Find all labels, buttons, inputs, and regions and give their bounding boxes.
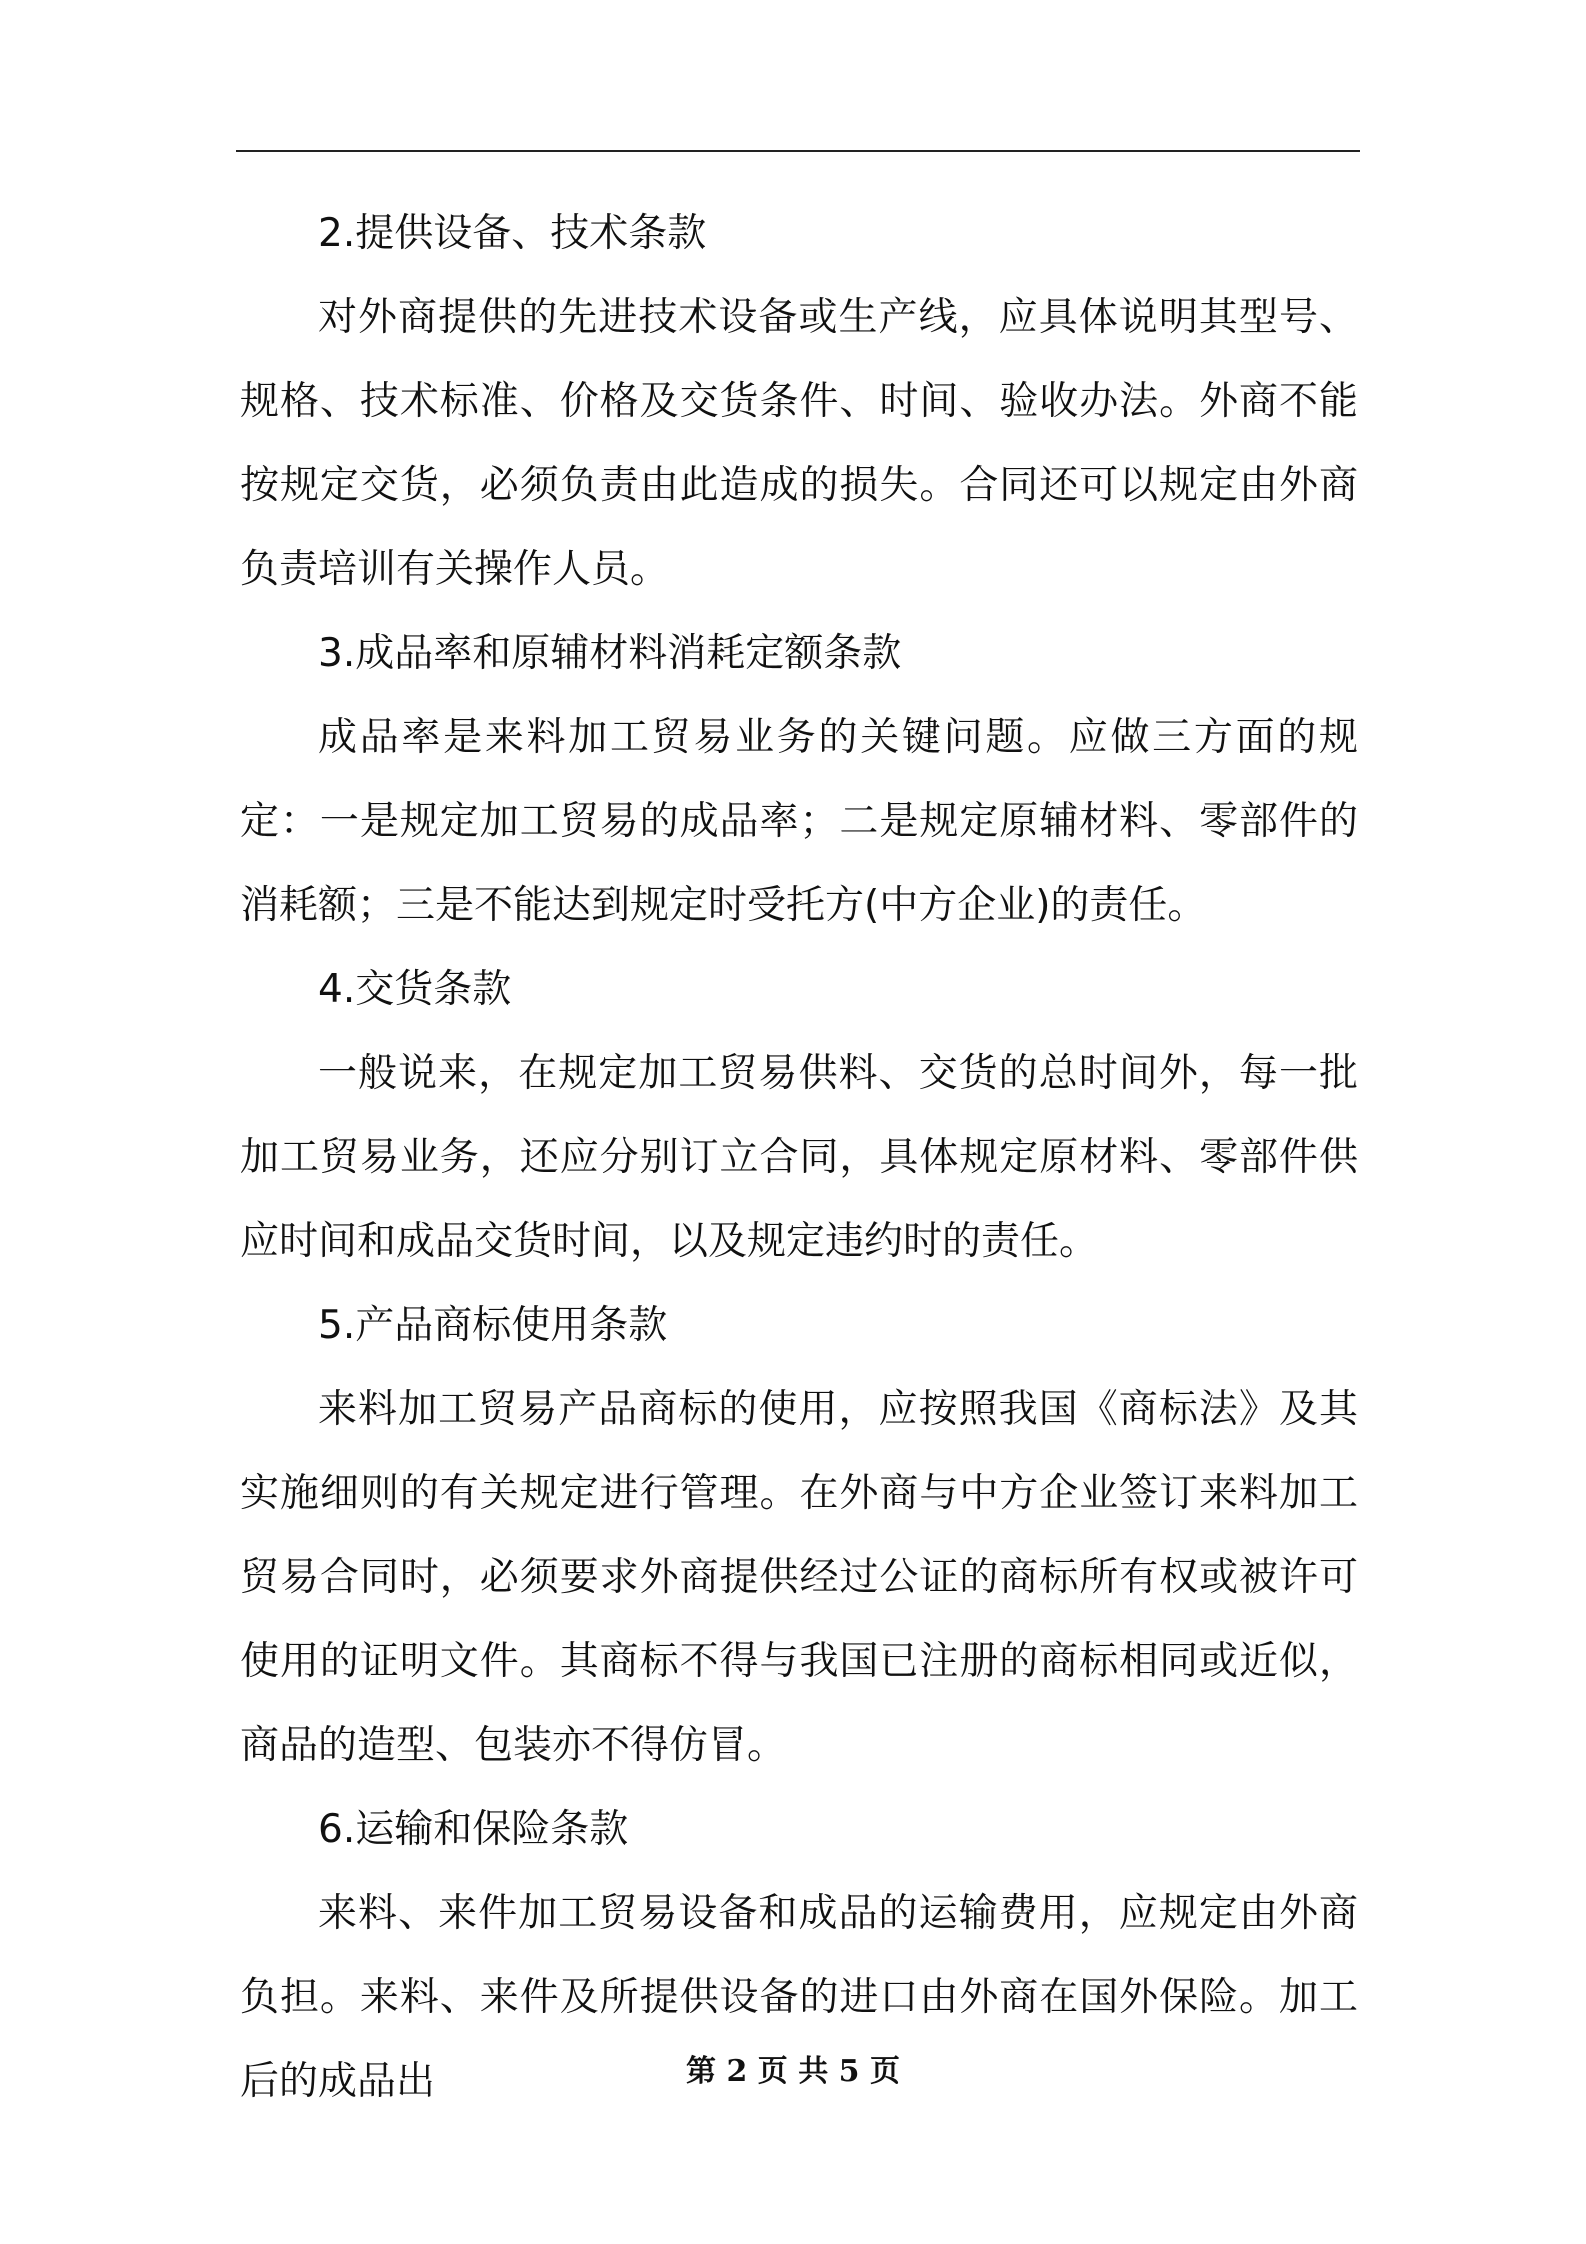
section-heading: 2.提供设备、技术条款 bbox=[318, 211, 707, 256]
document-body bbox=[240, 192, 1358, 2124]
page-number: 第 2 页 共 5 页 bbox=[686, 2054, 900, 2089]
section-paragraph: 来料、来件加工贸易设备和成品的运输费用，应规定由外商负担。来料、来件及所提供设备的进口由外商在国外保险。加工后的成品出 bbox=[240, 1891, 1358, 2104]
section-paragraph: 一般说来，在规定加工贸易供料、交货的总时间外，每一批加工贸易业务，还应分别订立合同，具体规定原材料、零部件供应时间和成品交货时间，以及规定违约时的责任。 bbox=[240, 1051, 1358, 1264]
header-rule bbox=[236, 150, 1360, 152]
section-paragraph: 来料加工贸易产品商标的使用，应按照我国《商标法》及其实施细则的有关规定进行管理。在外商与中方企业签订来料加工贸易合同时，必须要求外商提供经过公证的商标所有权或被许可使用的证明文件。其商标不得与我国已注册的商标相同或近似，商品的造型、包装亦不得仿冒。 bbox=[240, 1387, 1358, 1768]
section-paragraph: 对外商提供的先进技术设备或生产线，应具体说明其型号、规格、技术标准、价格及交货条件、时间、验收办法。外商不能按规定交货，必须负责由此造成的损失。合同还可以规定由外商负责培训有关操作人员。 bbox=[240, 295, 1358, 592]
section-heading: 6.运输和保险条款 bbox=[318, 1807, 629, 1852]
section-heading: 3.成品率和原辅材料消耗定额条款 bbox=[318, 631, 902, 676]
section-heading: 5.产品商标使用条款 bbox=[318, 1303, 668, 1348]
section-paragraph: 成品率是来料加工贸易业务的关键问题。应做三方面的规定：一是规定加工贸易的成品率；二是规定原辅材料、零部件的消耗额；三是不能达到规定时受托方(中方企业)的责任。 bbox=[240, 715, 1358, 928]
section-heading: 4.交货条款 bbox=[318, 967, 512, 1012]
